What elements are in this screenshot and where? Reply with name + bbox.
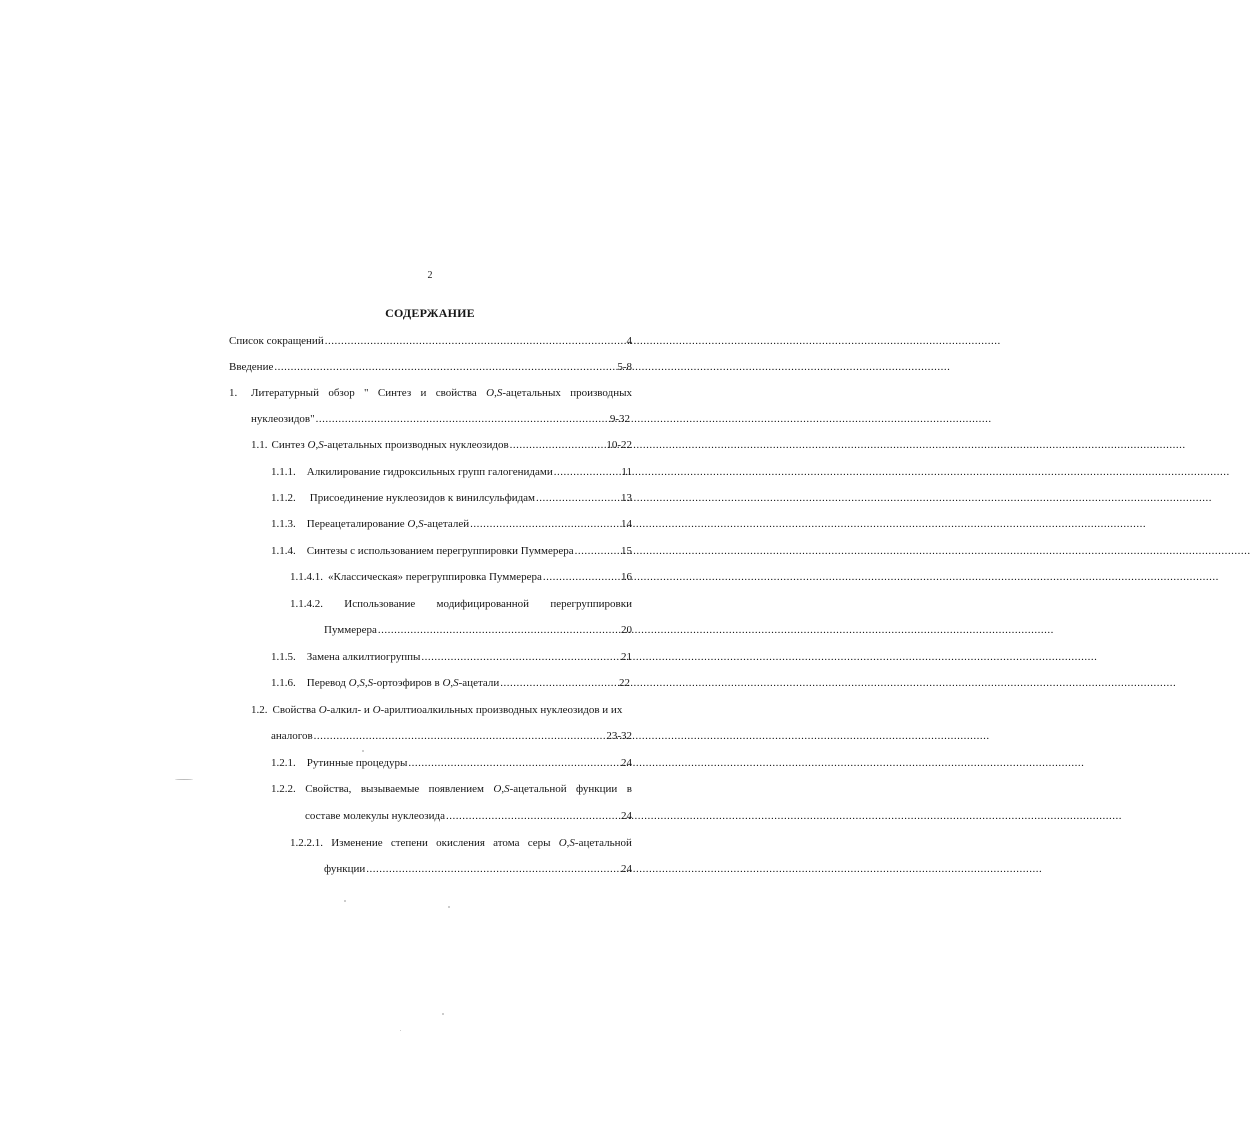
title-word: Использование: [344, 598, 416, 610]
leader-dots: [378, 623, 620, 637]
toc-entry-page: 20: [621, 624, 632, 636]
toc-entry-page: 13: [621, 492, 632, 504]
toc-entry-page: 22: [619, 677, 630, 689]
toc-entry-title: Присоединение нуклеозидов к винилсульфидам: [309, 492, 536, 504]
title-word: O,S-ацетальных: [486, 387, 561, 399]
toc-entry-title-line1: [251, 386, 632, 400]
leader-dots: [274, 360, 616, 374]
page-number: 2: [427, 270, 433, 281]
scan-speck: [442, 1013, 444, 1015]
title-word: производных: [570, 387, 632, 399]
toc-entry-page: 21: [621, 651, 632, 663]
title-word: окисления: [436, 837, 485, 849]
toc-entry-title-line1: [290, 836, 632, 850]
toc-entry-1-1-2[interactable]: [271, 491, 632, 505]
scan-speck: [362, 750, 364, 752]
toc-entry-page: 24: [621, 863, 632, 875]
toc-entry-title-cont: составе молекулы нуклеозида: [305, 810, 445, 822]
toc-entry-title: Введение: [229, 361, 274, 373]
leader-dots: [421, 650, 620, 664]
title-word: в: [626, 783, 632, 795]
toc-entry-page: 9-32: [609, 413, 630, 425]
toc-entry-number: 1.: [229, 387, 238, 399]
toc-entry-number: 1.1.5.: [271, 651, 296, 663]
toc-entry-page: 14: [621, 518, 632, 530]
leader-dots: [543, 570, 620, 584]
toc-entry-title: Синтезы с использованием перегруппировки Пуммерера: [306, 545, 574, 557]
toc-entry-number: 1.1.3.: [271, 518, 296, 530]
toc-entry-title-line1: [251, 703, 632, 717]
toc-entry-title: Рутинные процедуры: [306, 757, 408, 769]
toc-entry-title-line2: [305, 809, 632, 823]
toc-entry-title: Алкилирование гидроксильных групп галогенидами: [306, 466, 553, 478]
toc-entry-1-1-1[interactable]: [271, 465, 632, 479]
toc-entry-1-1-3[interactable]: [271, 517, 632, 531]
toc-entry-title: Замена алкилтиогруппы: [306, 651, 421, 663]
title-word: свойства: [435, 387, 477, 399]
scan-speck: [448, 906, 450, 908]
title-word: Синтез: [377, 387, 412, 399]
toc-entry-abbreviations[interactable]: [229, 334, 632, 348]
toc-entry-page: 4: [626, 335, 632, 347]
toc-entry-title-line1: [290, 597, 632, 611]
leader-dots: [510, 438, 606, 452]
toc-entry-title-cont: аналогов: [271, 730, 313, 742]
title-word: перегруппировки: [550, 598, 632, 610]
leader-dots: [316, 412, 609, 426]
toc-entry-number: 1.1.2.: [271, 492, 296, 504]
toc-entry-title-line2: [271, 729, 632, 743]
toc-entry-page: 16: [621, 571, 632, 583]
toc-entry-title: «Классическая» перегруппировка Пуммерера: [328, 571, 542, 583]
toc-entry-introduction[interactable]: [229, 360, 632, 374]
toc-entry-title-cont: функции: [324, 863, 366, 875]
title-word: атома: [493, 837, 520, 849]
title-word: модифицированной: [436, 598, 530, 610]
toc-entry-title-cont: нуклеозидов": [251, 413, 315, 425]
toc-entry-page: 5-8: [617, 361, 632, 373]
title-word: Литературный: [251, 387, 319, 399]
leader-dots: [575, 544, 620, 558]
leader-dots: [554, 465, 621, 479]
title-word: ": [364, 387, 369, 399]
leader-dots: [314, 729, 606, 743]
toc-title: СОДЕРЖАНИЕ: [385, 306, 475, 320]
toc-entry-number: 1.1.1.: [271, 466, 296, 478]
toc-entry-title: Синтез O,S-ацетальных производных нуклеозидов: [271, 439, 509, 451]
toc-entry-number: 1.2.: [251, 704, 268, 716]
toc-entry-number: 1.1.4.: [271, 545, 296, 557]
toc-entry-number: 1.1.: [251, 439, 268, 451]
toc-entry-number: 1.2.2.1.: [290, 837, 323, 849]
title-word: O,S-ацетальной: [558, 837, 632, 849]
toc-entry-title: Перевод O,S,S-ортоэфиров в O,S-ацетали: [306, 677, 500, 689]
scan-speck: [400, 1030, 401, 1031]
toc-entry-page: 15: [621, 545, 632, 557]
toc-entry-page: 24: [621, 810, 632, 822]
toc-entry-1-1-4[interactable]: [271, 544, 632, 558]
title-word: Свойства,: [305, 783, 352, 795]
toc-entry-page: 10-22: [606, 439, 632, 451]
title-word: вызываемые: [360, 783, 420, 795]
toc-entry-number: 1.1.4.2.: [290, 598, 323, 610]
leader-dots: [325, 334, 626, 348]
leader-dots: [470, 517, 620, 531]
toc-entry-title-line2: [324, 862, 632, 876]
toc-entry-page: 11: [621, 466, 632, 478]
toc-entry-1-1-5[interactable]: [271, 650, 632, 664]
leader-dots: [366, 862, 620, 876]
leader-dots: [408, 756, 620, 770]
leader-dots: [446, 809, 620, 823]
toc-entry-title-line2: [324, 623, 632, 637]
toc-entry-page: 23-32: [606, 730, 632, 742]
toc-entry-title: Переацеталирование O,S-ацеталей: [306, 518, 470, 530]
toc-entry-title-line2: [251, 412, 630, 426]
toc-entry-1-1-4-1[interactable]: [290, 570, 632, 584]
toc-entry-1-1-6[interactable]: [271, 676, 630, 690]
title-word: появлением: [428, 783, 484, 795]
toc-entry-number: 1.1.4.1.: [290, 571, 323, 583]
toc-entry-title: Свойства O-алкил- и O-арилтиоалкильных производных нуклеозидов и их: [272, 704, 623, 716]
scan-speck: [344, 900, 346, 902]
title-word: обзор: [328, 387, 355, 399]
toc-entry-page: 24: [621, 757, 632, 769]
title-word: Изменение: [331, 837, 383, 849]
scan-speck: [175, 779, 193, 780]
toc-entry-title-cont: Пуммерера: [324, 624, 377, 636]
title-word: и: [420, 387, 427, 399]
toc-entry-number: 1.2.2.: [271, 783, 296, 795]
leader-dots: [536, 491, 620, 505]
toc-entry-number: 1.2.1.: [271, 757, 296, 769]
toc-entry-title-line1: [271, 782, 632, 796]
toc-entry-1-2-1[interactable]: [271, 756, 632, 770]
title-word: серы: [527, 837, 551, 849]
title-word: функции: [576, 783, 618, 795]
toc-entry-title: Список сокращений: [229, 335, 324, 347]
title-word: степени: [390, 837, 428, 849]
toc-entry-1-1[interactable]: [251, 438, 632, 452]
title-word: O,S-ацетальной: [493, 783, 567, 795]
leader-dots: [500, 676, 618, 690]
toc-entry-number: 1.1.6.: [271, 677, 296, 689]
